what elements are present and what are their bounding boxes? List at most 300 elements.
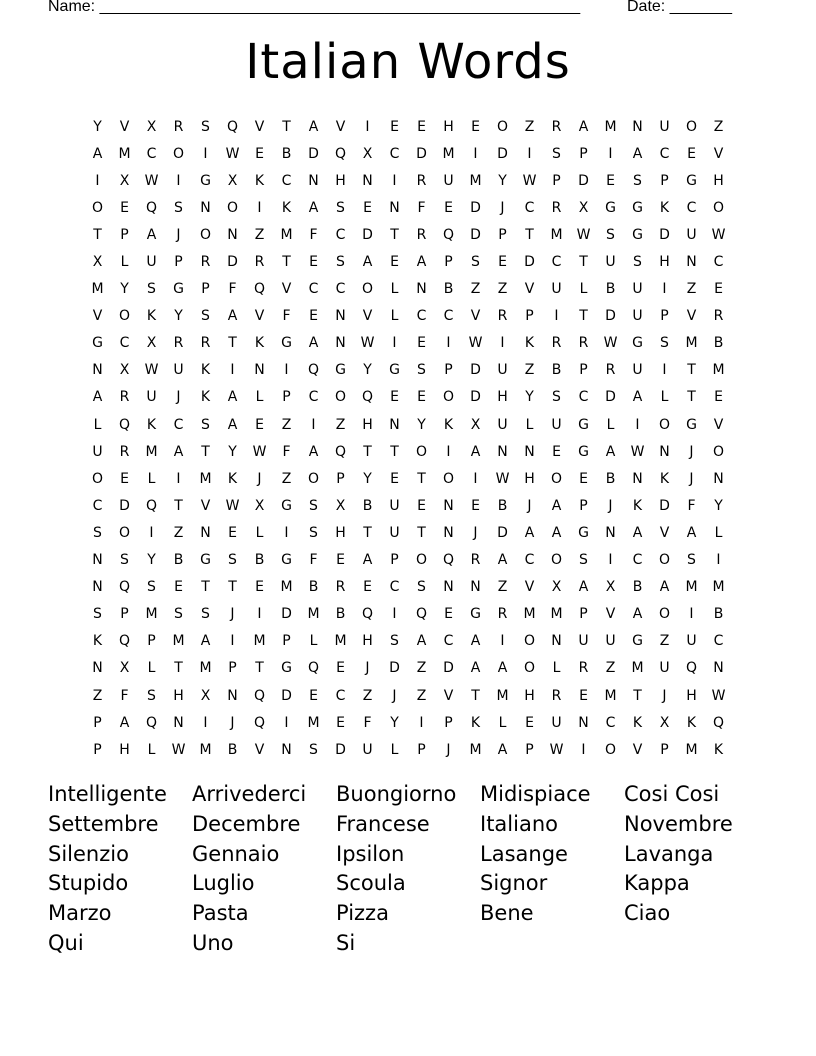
grid-letter: M [685, 579, 698, 596]
grid-letter: A [632, 524, 643, 541]
grid-letter: N [200, 199, 211, 216]
grid-letter: K [200, 389, 211, 406]
grid-letter: A [497, 660, 508, 677]
word-bank-item: Italiano [480, 811, 558, 836]
grid-letter: B [335, 606, 346, 623]
grid-letter: P [552, 172, 561, 189]
grid-letter: I [608, 145, 613, 162]
grid-letter: A [686, 524, 697, 541]
grid-letter: A [578, 118, 589, 135]
grid-letter: I [635, 416, 640, 433]
grid-letter: O [118, 308, 131, 325]
grid-letter: R [551, 118, 562, 135]
grid-letter: I [581, 741, 586, 758]
grid-letter: E [390, 389, 399, 406]
grid-letter: T [471, 687, 480, 704]
grid-letter: N [470, 579, 481, 596]
grid-letter: V [686, 308, 697, 325]
word-bank-item: Uno [192, 930, 234, 955]
grid-letter: D [659, 226, 670, 243]
grid-letter: E [309, 308, 318, 325]
grid-letter: R [713, 308, 724, 325]
grid-letter: N [200, 524, 211, 541]
grid-letter: Z [92, 687, 103, 704]
grid-letter: N [416, 281, 427, 298]
grid-letter: W [360, 335, 375, 352]
word-bank [48, 780, 788, 959]
grid-letter: E [471, 497, 480, 514]
grid-letter: L [552, 660, 561, 677]
grid-letter: G [632, 335, 643, 352]
grid-letter: F [309, 552, 318, 569]
grid-letter: A [92, 389, 103, 406]
grid-letter: A [659, 579, 670, 596]
grid-letter: V [605, 606, 616, 623]
grid-letter: T [363, 524, 372, 541]
grid-letter: L [606, 416, 615, 433]
grid-letter: R [119, 389, 130, 406]
grid-letter: F [363, 714, 372, 731]
grid-letter: O [415, 552, 428, 569]
grid-letter: M [253, 633, 266, 650]
grid-letter: G [578, 416, 589, 433]
grid-letter: K [659, 199, 670, 216]
grid-letter: Q [442, 552, 455, 569]
grid-letter: Y [228, 443, 237, 460]
grid-letter: M [280, 579, 293, 596]
grid-letter: G [686, 172, 697, 189]
grid-letter: W [630, 443, 645, 460]
grid-letter: U [605, 254, 616, 271]
grid-letter: S [579, 552, 588, 569]
grid-letter: V [524, 281, 535, 298]
grid-letter: P [525, 308, 534, 325]
grid-letter: A [632, 145, 643, 162]
word-bank-item: Lasange [480, 841, 568, 866]
grid-letter: U [659, 118, 670, 135]
grid-letter: U [551, 281, 562, 298]
grid-letter: U [389, 497, 400, 514]
grid-letter: E [390, 118, 399, 135]
grid-letter: V [335, 118, 346, 135]
grid-letter: V [254, 118, 265, 135]
grid-letter: V [443, 687, 454, 704]
grid-letter: E [120, 470, 129, 487]
grid-letter: G [578, 443, 589, 460]
word-bank-item: Scoula [336, 871, 406, 896]
grid-letter: I [419, 714, 424, 731]
grid-letter: M [712, 362, 725, 379]
word-bank-item: Novembre [624, 811, 733, 836]
grid-letter: O [334, 389, 347, 406]
grid-letter: E [228, 524, 237, 541]
grid-letter: D [524, 254, 535, 271]
grid-letter: Y [93, 118, 102, 135]
grid-letter: L [120, 254, 129, 271]
grid-letter: W [171, 741, 186, 758]
grid-letter: Q [118, 633, 131, 650]
grid-letter: B [497, 497, 508, 514]
grid-letter: B [713, 606, 724, 623]
grid-letter: N [389, 416, 400, 433]
grid-letter: E [120, 199, 129, 216]
grid-letter: T [579, 254, 588, 271]
grid-letter: H [173, 687, 184, 704]
grid-letter: O [658, 606, 671, 623]
grid-letter: D [605, 308, 616, 325]
grid-letter: S [417, 362, 426, 379]
grid-letter: X [227, 172, 238, 189]
grid-row [84, 574, 734, 601]
grid-letter: A [632, 606, 643, 623]
grid-letter: P [660, 741, 669, 758]
grid-letter: E [363, 579, 372, 596]
grid-letter: X [200, 687, 211, 704]
grid-row [84, 438, 734, 465]
grid-letter: X [119, 362, 130, 379]
grid-letter: I [554, 308, 559, 325]
grid-letter: G [632, 226, 643, 243]
grid-letter: C [389, 579, 400, 596]
grid-letter: E [255, 145, 264, 162]
grid-letter: K [254, 335, 265, 352]
grid-letter: N [362, 172, 373, 189]
grid-letter: E [255, 416, 264, 433]
grid-letter: U [632, 308, 643, 325]
grid-letter: J [527, 497, 532, 514]
word-bank-item: Francese [336, 811, 430, 836]
grid-row [84, 547, 734, 574]
grid-letter: W [252, 443, 267, 460]
grid-letter: E [417, 335, 426, 352]
grid-letter: R [173, 118, 184, 135]
grid-letter: Z [335, 416, 346, 433]
grid-letter: Q [442, 226, 455, 243]
grid-letter: I [662, 362, 667, 379]
grid-letter: A [524, 524, 535, 541]
grid-row [84, 113, 734, 140]
grid-letter: X [254, 497, 265, 514]
grid-row [84, 682, 734, 709]
grid-letter: C [659, 145, 670, 162]
grid-letter: I [446, 443, 451, 460]
grid-letter: R [119, 443, 130, 460]
grid-letter: N [443, 579, 454, 596]
grid-letter: K [92, 633, 103, 650]
word-bank-item: Settembre [48, 811, 159, 836]
grid-letter: W [576, 226, 591, 243]
grid-letter: V [362, 308, 373, 325]
grid-letter: K [686, 714, 697, 731]
grid-letter: O [523, 633, 536, 650]
grid-letter: G [281, 660, 292, 677]
grid-letter: C [389, 145, 400, 162]
grid-letter: M [145, 443, 158, 460]
grid-letter: M [199, 660, 212, 677]
grid-letter: C [416, 308, 427, 325]
grid-letter: G [281, 497, 292, 514]
grid-letter: X [578, 199, 589, 216]
grid-letter: P [228, 660, 237, 677]
grid-letter: U [551, 416, 562, 433]
grid-letter: E [336, 552, 345, 569]
grid-letter: A [200, 633, 211, 650]
word-bank-item: Ipsilon [336, 841, 405, 866]
grid-letter: C [524, 552, 535, 569]
grid-letter: Z [605, 660, 616, 677]
grid-letter: R [416, 226, 427, 243]
grid-letter: E [471, 118, 480, 135]
grid-letter: V [200, 497, 211, 514]
grid-letter: O [226, 199, 239, 216]
grid-letter: G [173, 281, 184, 298]
grid-letter: O [118, 524, 131, 541]
grid-letter: G [200, 552, 211, 569]
grid-letter: W [144, 172, 159, 189]
grid-letter: F [282, 443, 291, 460]
grid-letter: C [92, 497, 103, 514]
grid-letter: V [119, 118, 130, 135]
grid-letter: C [335, 226, 346, 243]
grid-letter: H [713, 172, 724, 189]
grid-letter: V [713, 145, 724, 162]
grid-letter: C [443, 308, 454, 325]
grid-letter: N [92, 579, 103, 596]
grid-letter: E [255, 579, 264, 596]
grid-letter: I [365, 118, 370, 135]
grid-letter: U [605, 633, 616, 650]
grid-letter: W [711, 687, 726, 704]
grid-letter: T [417, 470, 426, 487]
grid-letter: S [174, 199, 183, 216]
grid-letter: D [470, 389, 481, 406]
grid-row [84, 194, 734, 221]
grid-row [84, 357, 734, 384]
grid-letter: B [443, 281, 454, 298]
grid-letter: L [390, 281, 399, 298]
grid-letter: B [173, 552, 184, 569]
grid-letter: Z [416, 660, 427, 677]
grid-letter: D [605, 389, 616, 406]
grid-letter: U [146, 254, 157, 271]
grid-letter: K [713, 741, 724, 758]
grid-letter: A [308, 335, 319, 352]
grid-letter: Z [281, 470, 292, 487]
grid-letter: D [470, 226, 481, 243]
grid-letter: T [363, 443, 372, 460]
grid-letter: K [470, 714, 481, 731]
grid-letter: M [550, 606, 563, 623]
grid-letter: K [146, 416, 157, 433]
grid-letter: E [579, 687, 588, 704]
grid-letter: M [91, 281, 104, 298]
grid-letter: I [608, 552, 613, 569]
grid-letter: H [443, 118, 454, 135]
word-bank-item: Si [336, 930, 356, 955]
grid-letter: T [633, 687, 642, 704]
grid-letter: X [659, 714, 670, 731]
grid-letter: L [390, 741, 399, 758]
grid-letter: L [93, 416, 102, 433]
grid-letter: X [146, 118, 157, 135]
grid-letter: Q [334, 145, 347, 162]
grid-letter: S [147, 579, 156, 596]
grid-letter: N [605, 524, 616, 541]
grid-letter: D [416, 145, 427, 162]
grid-letter: A [605, 443, 616, 460]
grid-letter: N [254, 362, 265, 379]
grid-letter: C [146, 145, 157, 162]
grid-letter: P [147, 633, 156, 650]
grid-letter: H [497, 389, 508, 406]
grid-letter: Y [417, 416, 426, 433]
grid-letter: P [336, 470, 345, 487]
grid-letter: S [201, 416, 210, 433]
grid-letter: N [173, 714, 184, 731]
grid-letter: C [335, 687, 346, 704]
grid-letter: X [92, 254, 103, 271]
grid-letter: S [93, 606, 102, 623]
grid-letter: Q [145, 199, 158, 216]
grid-letter: L [147, 470, 156, 487]
grid-letter: E [336, 660, 345, 677]
word-bank-item: Intelligente [48, 782, 167, 806]
grid-letter: X [605, 579, 616, 596]
grid-letter: O [658, 552, 671, 569]
grid-letter: A [497, 552, 508, 569]
grid-letter: K [632, 714, 643, 731]
grid-letter: T [579, 308, 588, 325]
grid-letter: J [365, 660, 370, 677]
word-bank-item: Ciao [624, 901, 671, 926]
grid-letter: Z [362, 687, 373, 704]
grid-letter: S [174, 606, 183, 623]
word-bank-item: Bene [480, 901, 534, 926]
grid-letter: P [417, 741, 426, 758]
grid-letter: Y [498, 172, 507, 189]
grid-letter: C [308, 281, 319, 298]
grid-letter: C [335, 281, 346, 298]
grid-letter: P [444, 714, 453, 731]
grid-letter: N [92, 660, 103, 677]
grid-letter: J [446, 741, 451, 758]
grid-letter: K [254, 172, 265, 189]
grid-letter: I [176, 470, 181, 487]
grid-letter: A [416, 633, 427, 650]
grid-letter: N [659, 443, 670, 460]
grid-letter: U [443, 172, 454, 189]
grid-letter: D [362, 226, 373, 243]
grid-letter: S [660, 335, 669, 352]
grid-letter: B [632, 579, 643, 596]
grid-letter: X [551, 579, 562, 596]
grid-letter: W [603, 335, 618, 352]
grid-letter: Z [713, 118, 724, 135]
grid-letter: C [713, 633, 724, 650]
grid-letter: D [578, 172, 589, 189]
grid-letter: E [417, 118, 426, 135]
grid-letter: I [392, 606, 397, 623]
grid-letter: P [498, 226, 507, 243]
grid-letter: Q [226, 118, 239, 135]
grid-letter: M [145, 606, 158, 623]
grid-letter: P [282, 389, 291, 406]
grid-letter: P [579, 497, 588, 514]
grid-row [84, 167, 734, 194]
grid-letter: L [525, 416, 534, 433]
grid-letter: E [390, 470, 399, 487]
grid-letter: M [307, 606, 320, 623]
grid-letter: I [257, 606, 262, 623]
grid-letter: P [444, 362, 453, 379]
grid-letter: U [92, 443, 103, 460]
grid-letter: F [309, 226, 318, 243]
grid-letter: L [660, 389, 669, 406]
grid-letter: H [524, 687, 535, 704]
grid-letter: M [604, 687, 617, 704]
grid-letter: V [254, 308, 265, 325]
grid-letter: A [92, 145, 103, 162]
grid-letter: W [522, 172, 537, 189]
grid-letter: G [335, 362, 346, 379]
grid-letter: S [147, 281, 156, 298]
grid-letter: A [551, 524, 562, 541]
grid-letter: Q [253, 714, 266, 731]
grid-letter: E [309, 254, 318, 271]
grid-letter: U [362, 741, 373, 758]
grid-letter: C [578, 389, 589, 406]
grid-letter: A [227, 308, 238, 325]
grid-letter: A [362, 552, 373, 569]
grid-letter: N [227, 687, 238, 704]
grid-letter: K [443, 416, 454, 433]
grid-letter: V [92, 308, 103, 325]
grid-letter: V [659, 524, 670, 541]
grid-letter: T [390, 226, 399, 243]
grid-letter: C [551, 254, 562, 271]
grid-letter: E [444, 606, 453, 623]
grid-letter: U [686, 633, 697, 650]
grid-letter: M [712, 579, 725, 596]
grid-letter: S [201, 118, 210, 135]
grid-letter: N [92, 552, 103, 569]
grid-letter: P [120, 226, 129, 243]
grid-letter: W [225, 145, 240, 162]
grid-letter: X [119, 660, 130, 677]
grid-letter: N [443, 497, 454, 514]
grid-letter: O [685, 118, 698, 135]
grid-letter: J [689, 470, 694, 487]
grid-letter: U [686, 226, 697, 243]
grid-letter: J [176, 226, 181, 243]
grid-row [84, 276, 734, 303]
grid-letter: J [500, 199, 505, 216]
grid-letter: J [230, 714, 235, 731]
grid-letter: W [144, 362, 159, 379]
grid-letter: C [281, 172, 292, 189]
grid-letter: F [282, 308, 291, 325]
grid-letter: C [308, 389, 319, 406]
grid-letter: L [147, 660, 156, 677]
grid-letter: Q [118, 416, 131, 433]
grid-letter: S [633, 172, 642, 189]
grid-letter: J [689, 443, 694, 460]
grid-letter: L [498, 714, 507, 731]
grid-letter: U [497, 416, 508, 433]
grid-letter: U [659, 660, 670, 677]
grid-letter: A [470, 443, 481, 460]
grid-letter: M [199, 470, 212, 487]
